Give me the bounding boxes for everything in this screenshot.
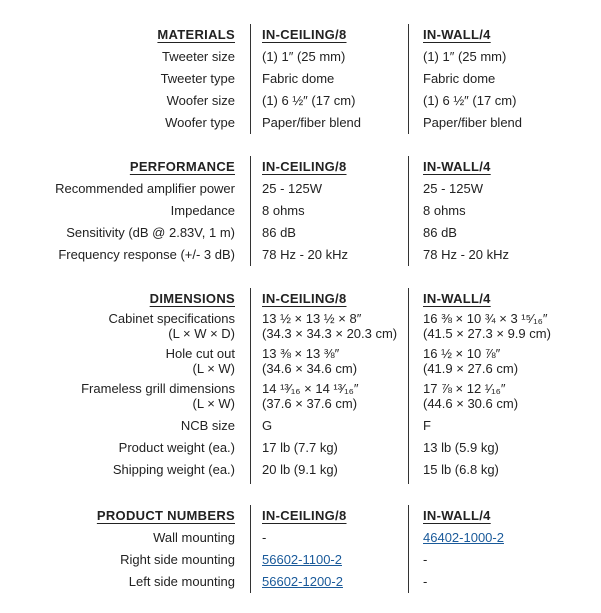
spec-row (0, 310, 601, 345)
spec-value-imperial: 13 ½ × 13 ½ × 8″ (262, 311, 362, 326)
spec-value-imperial: 17 ⅞ × 12 ¹⁄₁₆″ (423, 381, 506, 396)
spec-label: Wall mounting (153, 530, 235, 545)
spec-label: Product weight (ea.) (118, 440, 235, 455)
spec-value-wall: Paper/fiber blend (423, 115, 523, 130)
dimensions-col2-head: IN-WALL/4 (423, 291, 491, 306)
product-number-link[interactable]: 56602-1100-2 (262, 552, 342, 567)
materials-col1-head: IN-CEILING/8 (262, 27, 347, 42)
performance-col2-head: IN-WALL/4 (423, 159, 491, 174)
spec-label: Left side mounting (128, 574, 235, 589)
spec-value-metric: (44.6 × 30.6 cm) (423, 396, 519, 411)
materials-col2-head: IN-WALL/4 (423, 27, 491, 42)
spec-label-line2: (L × W) (192, 361, 235, 376)
spec-row (0, 380, 601, 415)
spec-value-metric: (41.5 × 27.3 × 9.9 cm) (423, 326, 551, 341)
performance-header-row (0, 156, 601, 178)
spec-value-wall: (1) 1″ (25 mm) (423, 49, 507, 64)
spec-value-imperial: 13 ⅜ × 13 ⅜″ (262, 346, 340, 361)
materials-heading: MATERIALS (157, 27, 235, 42)
spec-row (0, 415, 601, 437)
materials-section (0, 24, 601, 134)
spec-value-ceiling: Paper/fiber blend (262, 115, 362, 130)
spec-label: Shipping weight (ea.) (112, 462, 235, 477)
spec-row (0, 244, 601, 266)
spec-value-ceiling: 17 lb (7.7 kg) (262, 440, 338, 455)
spec-row (0, 549, 601, 571)
dimensions-header-row (0, 288, 601, 310)
spec-label-line1: Hole cut out (165, 346, 235, 361)
spec-value-ceiling (262, 345, 357, 376)
spec-row (0, 345, 601, 380)
spec-label: Sensitivity (dB @ 2.83V, 1 m) (66, 225, 235, 240)
spec-label (0, 345, 235, 376)
spec-value-metric: (41.9 × 27.6 cm) (423, 361, 519, 376)
spec-value-wall (423, 310, 551, 341)
spec-label: NCB size (180, 418, 235, 433)
spec-label-line2: (L × W) (192, 396, 235, 411)
performance-heading: PERFORMANCE (129, 159, 235, 174)
spec-label-line2: (L × W × D) (168, 326, 235, 341)
spec-label: Woofer type (165, 115, 235, 130)
product-numbers-header-row (0, 505, 601, 527)
product-number-link[interactable]: 46402-1000-2 (423, 530, 504, 545)
spec-value-wall: Fabric dome (423, 71, 496, 86)
spec-value-ceiling: 78 Hz - 20 kHz (262, 247, 348, 262)
spec-value-ceiling (262, 380, 358, 411)
spec-row (0, 459, 601, 481)
spec-value-ceiling: 8 ohms (262, 203, 305, 218)
spec-value-wall: 25 - 125W (423, 181, 483, 196)
spec-value-metric: (34.3 × 34.3 × 20.3 cm) (262, 326, 398, 341)
spec-label: Right side mounting (120, 552, 235, 567)
materials-header-row (0, 24, 601, 46)
spec-row (0, 437, 601, 459)
spec-row (0, 527, 601, 549)
dimensions-heading: DIMENSIONS (149, 291, 235, 306)
spec-value-metric: (34.6 × 34.6 cm) (262, 361, 358, 376)
spec-label: Woofer size (166, 93, 235, 108)
spec-value-ceiling: Fabric dome (262, 71, 335, 86)
spec-value-ceiling: - (262, 530, 267, 545)
spec-value-ceiling: 25 - 125W (262, 181, 322, 196)
spec-value-wall: - (423, 574, 428, 589)
spec-label (0, 310, 235, 341)
spec-label: Tweeter type (160, 71, 235, 86)
spec-row (0, 46, 601, 68)
spec-value-ceiling: (1) 6 ½″ (17 cm) (262, 93, 356, 108)
product-number-link[interactable]: 56602-1200-2 (262, 574, 343, 589)
spec-value-wall: 13 lb (5.9 kg) (423, 440, 499, 455)
spec-value-ceiling (262, 310, 397, 341)
spec-value-imperial: 14 ¹³⁄₁₆ × 14 ¹³⁄₁₆″ (262, 381, 359, 396)
spec-value-ceiling: 20 lb (9.1 kg) (262, 462, 338, 477)
spec-value-ceiling: 86 dB (262, 225, 296, 240)
performance-section (0, 156, 601, 266)
product-numbers-section (0, 505, 601, 593)
spec-row (0, 90, 601, 112)
spec-row (0, 571, 601, 593)
spec-row (0, 178, 601, 200)
spec-value-imperial: 16 ½ × 10 ⅞″ (423, 346, 501, 361)
spec-value-wall (423, 380, 518, 411)
spec-label: Recommended amplifier power (55, 181, 235, 196)
spec-row (0, 112, 601, 134)
spec-value-ceiling: (1) 1″ (25 mm) (262, 49, 346, 64)
spec-value-imperial: 16 ⅜ × 10 ¾ × 3 ¹⁵⁄₁₆″ (423, 311, 548, 326)
spec-label: Impedance (170, 203, 235, 218)
product-numbers-col2-head: IN-WALL/4 (423, 508, 491, 523)
spec-value-wall: 78 Hz - 20 kHz (423, 247, 509, 262)
spec-value-wall (423, 345, 518, 376)
spec-value-wall: 15 lb (6.8 kg) (423, 462, 499, 477)
spec-row (0, 222, 601, 244)
dimensions-col1-head: IN-CEILING/8 (262, 291, 347, 306)
product-numbers-col1-head: IN-CEILING/8 (262, 508, 347, 523)
spec-label-line1: Cabinet specifications (108, 311, 235, 326)
spec-label (0, 380, 235, 411)
spec-value-wall: 86 dB (423, 225, 457, 240)
spec-value-wall: (1) 6 ½″ (17 cm) (423, 93, 517, 108)
spec-label: Tweeter size (162, 49, 235, 64)
spec-value-ceiling: G (262, 418, 273, 433)
product-numbers-heading: PRODUCT NUMBERS (96, 508, 235, 523)
spec-row (0, 68, 601, 90)
spec-value-wall: 8 ohms (423, 203, 466, 218)
spec-label-line1: Frameless grill dimensions (81, 381, 235, 396)
dimensions-section (0, 288, 601, 481)
performance-col1-head: IN-CEILING/8 (262, 159, 347, 174)
spec-label: Frequency response (+/- 3 dB) (58, 247, 235, 262)
spec-value-metric: (37.6 × 37.6 cm) (262, 396, 358, 411)
spec-value-wall: - (423, 552, 428, 567)
spec-value-wall: F (423, 418, 431, 433)
spec-row (0, 200, 601, 222)
